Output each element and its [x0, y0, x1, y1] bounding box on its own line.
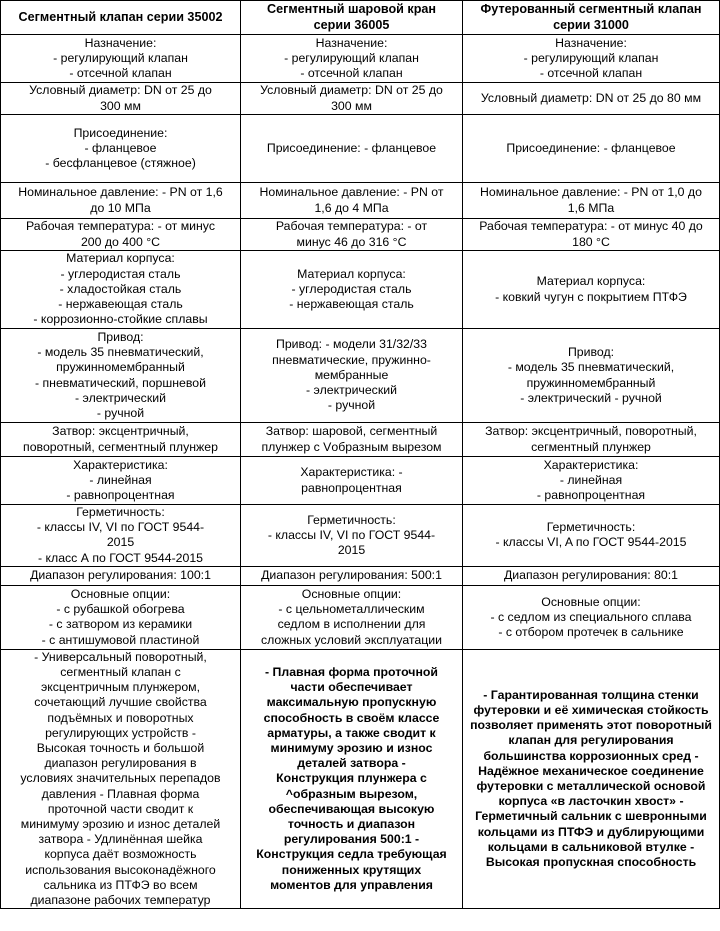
cell-text: Основные опции: - с седлом из специального сплава - с отбором протечек в сальнике — [490, 594, 692, 639]
cell-tightness-series-36005 — [241, 505, 463, 567]
cell-text: - Универсальный поворотный, сегментный клапан с эксцентричным плунжером, сочетающий лучшие свойства подъёмных и поворотных регулирующих устройств - Высокая точность и большой диапазон регулирования в условиях значительных перепадов давления - Плавная форма проточной части сводит к минимуму эрозию и износ деталей затвора - Удлинённая шейка корпуса даёт возможность использования высоконадёжного сальника из ПТФЭ во всем диапазоне рабочих температур — [20, 649, 221, 908]
cell-nominal-diameter-series-31000 — [463, 83, 720, 115]
cell-connection-series-35002 — [1, 115, 241, 183]
cell-body-material-series-36005 — [241, 251, 463, 329]
cell-body-material-series-31000 — [463, 251, 720, 329]
cell-text: Назначение: - регулирующий клапан - отсечной клапан — [53, 35, 188, 81]
row-characteristic — [1, 457, 720, 505]
cell-control-range-series-35002 — [1, 566, 241, 585]
cell-text: Условный диаметр: DN от 25 до 80 мм — [480, 90, 702, 105]
cell-text: Назначение: - регулирующий клапан - отсечной клапан — [284, 35, 419, 81]
cell-text: Присоединение: - фланцевое — [506, 140, 676, 155]
cell-main-options-series-31000 — [463, 585, 720, 649]
header-series-36005: Сегментный шаровой кран серии 36005 — [241, 1, 463, 35]
cell-text: Номинальное давление: - PN от 1,6 до 4 МПа — [259, 185, 444, 215]
cell-text: Рабочая температура: - от минус 46 до 316 °C — [275, 219, 428, 249]
row-main-options — [1, 585, 720, 649]
header-series-31000: Футерованный сегментный клапан серии 31000 — [463, 1, 720, 35]
cell-tightness-series-35002 — [1, 505, 241, 567]
cell-text: Характеристика: - равнопроцентная — [300, 465, 403, 495]
cell-text: Затвор: эксцентричный, поворотный, сегментный плунжер — [485, 424, 697, 454]
cell-text: Диапазон регулирования: 500:1 — [261, 568, 442, 583]
cell-text: Условный диаметр: DN от 25 до 300 мм — [260, 83, 443, 113]
row-advantages — [1, 649, 720, 908]
cell-operating-temperature-series-36005 — [241, 219, 463, 251]
cell-text: Материал корпуса: - углеродистая сталь - нержавеющая сталь — [289, 266, 414, 312]
cell-text: Номинальное давление: - PN от 1,6 до 10 МПа — [18, 185, 223, 215]
row-connection — [1, 115, 720, 183]
row-tightness — [1, 505, 720, 567]
cell-tightness-series-31000 — [463, 505, 720, 567]
cell-text: Основные опции: - с цельнометаллическим седлом в исполнении для сложных условий эксплуатации — [260, 586, 443, 647]
cell-text: Диапазон регулирования: 80:1 — [503, 568, 679, 583]
cell-purpose-series-31000 — [463, 35, 720, 83]
cell-closure-series-31000 — [463, 423, 720, 457]
cell-text: Характеристика: - линейная - равнопроцентная — [536, 457, 646, 503]
cell-text: Назначение: - регулирующий клапан - отсечной клапан — [523, 35, 659, 81]
header-row — [1, 1, 720, 35]
cell-text: Привод: - модели 31/32/33 пневматические, пружинно- мембранные - электрический - ручной — [272, 337, 431, 413]
cell-operating-temperature-series-35002 — [1, 219, 241, 251]
cell-text: Характеристика: - линейная - равнопроцентная — [66, 457, 175, 503]
cell-advantages-series-36005 — [241, 649, 463, 908]
cell-text: Затвор: эксцентричный, поворотный, сегментный плунжер — [23, 424, 218, 454]
cell-advantages-series-35002 — [1, 649, 241, 908]
row-control-range — [1, 566, 720, 585]
cell-nominal-pressure-series-35002 — [1, 183, 241, 219]
cell-text: Материал корпуса: - ковкий чугун с покрытием ПТФЭ — [495, 274, 687, 304]
cell-text: Привод: - модель 35 пневматический, пружинномембранный - электрический - ручной — [507, 345, 675, 405]
cell-text: Основные опции: - с рубашкой обогрева - с затвором из керамики - с антишумовой пластиной — [41, 586, 200, 647]
cell-actuator-series-35002 — [1, 329, 241, 423]
cell-text: Присоединение: - фланцевое — [266, 140, 437, 155]
cell-operating-temperature-series-31000 — [463, 219, 720, 251]
cell-connection-series-31000 — [463, 115, 720, 183]
cell-text: Рабочая температура: - от минус 200 до 400 °C — [26, 219, 215, 249]
cell-main-options-series-36005 — [241, 585, 463, 649]
cell-characteristic-series-31000 — [463, 457, 720, 505]
cell-closure-series-35002 — [1, 423, 241, 457]
cell-text: Привод: - модель 35 пневматический, пружинномембранный - пневматический, поршневой - электрический - ручной — [35, 329, 206, 420]
cell-text: Герметичность: - классы VI, A по ГОСТ 9544-2015 — [495, 520, 687, 550]
cell-text: Диапазон регулирования: 100:1 — [30, 568, 211, 583]
row-purpose — [1, 35, 720, 83]
cell-text: Условный диаметр: DN от 25 до 300 мм — [29, 83, 212, 113]
row-nominal-pressure — [1, 183, 720, 219]
cell-text: Материал корпуса: - углеродистая сталь - хладостойкая сталь - нержавеющая сталь - коррозионно-стойкие сплавы — [33, 251, 208, 327]
cell-text: - Плавная форма проточной части обеспечивает максимальную пропускную способность в своём классе арматуры, а также сводит к минимуму эрозию и износ деталей затвора - Конструкция плунжера с ^образным вырезом, обеспечивающая высокую точность и диапазон регулирования 500:1 - Конструкция седла требующая пониженных крутящих моментов для управления — [256, 665, 447, 892]
cell-nominal-diameter-series-36005 — [241, 83, 463, 115]
cell-control-range-series-36005 — [241, 566, 463, 585]
cell-text: Герметичность: - классы IV, VI по ГОСТ 9544- 2015 - класс А по ГОСТ 9544-2015 — [36, 505, 205, 565]
cell-advantages-series-31000 — [463, 649, 720, 908]
cell-actuator-series-31000 — [463, 329, 720, 423]
cell-actuator-series-36005 — [241, 329, 463, 423]
row-body-material — [1, 251, 720, 329]
cell-text: Затвор: шаровой, сегментный плунжер с Vобразным вырезом — [261, 424, 442, 454]
cell-characteristic-series-35002 — [1, 457, 241, 505]
cell-main-options-series-35002 — [1, 585, 241, 649]
header-series-35002: Сегментный клапан серии 35002 — [1, 1, 241, 35]
cell-control-range-series-31000 — [463, 566, 720, 585]
cell-text: - Гарантированная толщина стенки футеровки и её химическая стойкость позволяет применять этот поворотный клапан для регулирования большинства коррозионных сред - Надёжное механическое соединение футеровки с металлической основой корпуса «в ласточкин хвост» - Герметичный сальник с шевронными кольцами из ПТФЭ и дублирующими кольцами в сальниковой втулке - Высокая пропускная способность — [470, 687, 712, 870]
cell-body-material-series-35002 — [1, 251, 241, 329]
cell-purpose-series-36005 — [241, 35, 463, 83]
cell-nominal-pressure-series-36005 — [241, 183, 463, 219]
cell-connection-series-36005 — [241, 115, 463, 183]
cell-characteristic-series-36005 — [241, 457, 463, 505]
cell-nominal-pressure-series-31000 — [463, 183, 720, 219]
cell-text: Присоединение: - фланцевое - бесфланцевое (стяжное) — [45, 125, 196, 171]
cell-text: Герметичность: - классы IV, VI по ГОСТ 9544- 2015 — [267, 512, 436, 557]
row-nominal-diameter — [1, 83, 720, 115]
row-operating-temperature — [1, 219, 720, 251]
row-closure — [1, 423, 720, 457]
cell-nominal-diameter-series-35002 — [1, 83, 241, 115]
cell-text: Номинальное давление: - PN от 1,0 до 1,6 МПа — [480, 185, 702, 215]
cell-closure-series-36005 — [241, 423, 463, 457]
cell-text: Рабочая температура: - от минус 40 до 180 °C — [479, 219, 703, 249]
cell-purpose-series-35002 — [1, 35, 241, 83]
row-actuator — [1, 329, 720, 423]
